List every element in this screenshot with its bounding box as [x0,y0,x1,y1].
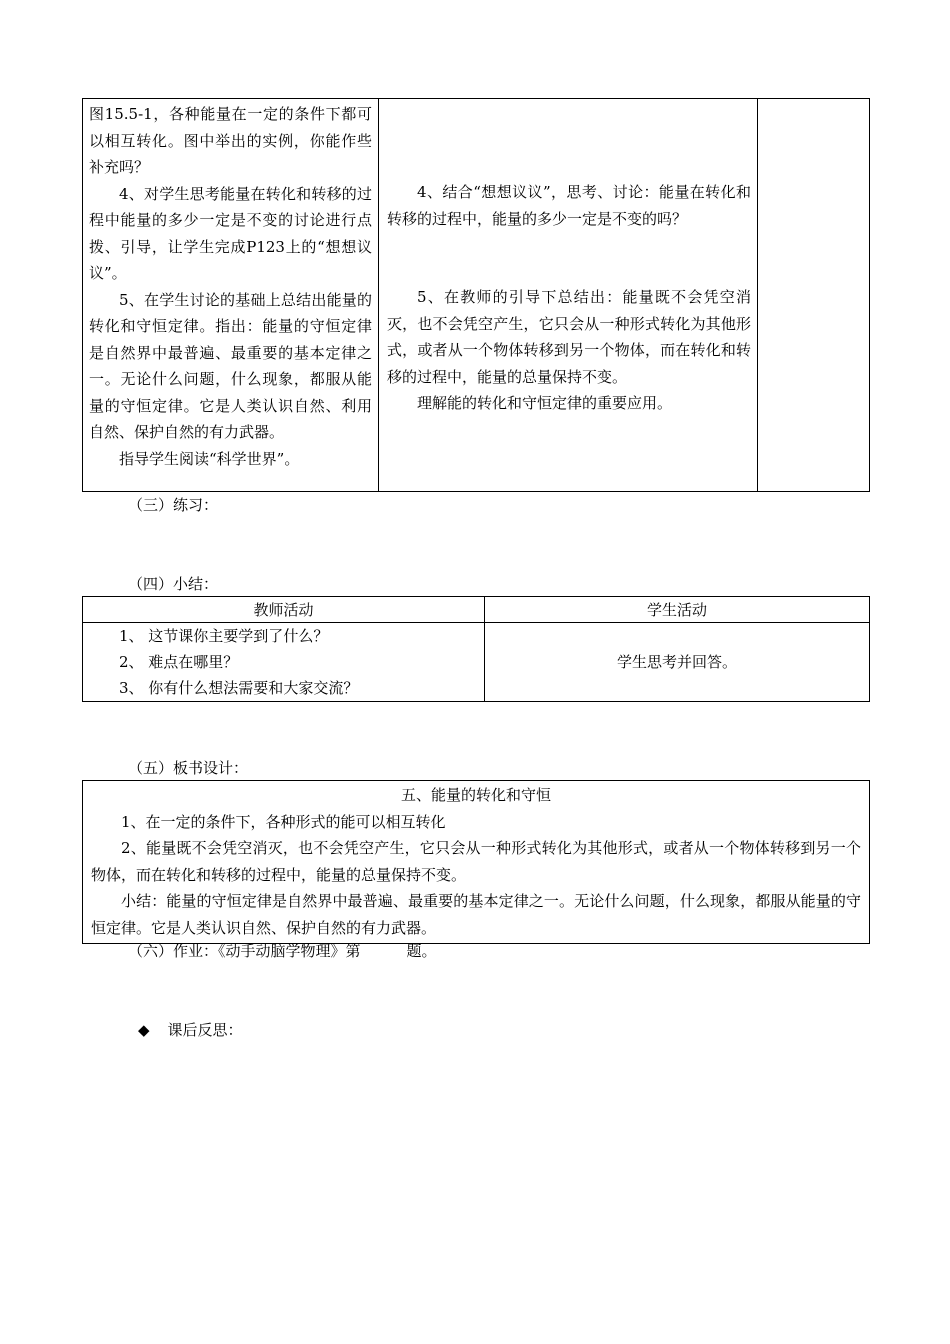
reflection-label: 课后反思： [167,1021,243,1039]
summary-table [82,596,870,702]
summary-student-cell: 学生思考并回答。 [485,623,870,702]
teacher-activity-cell [83,99,379,492]
teacher-step-5: 5、在学生讨论的基础上总结出能量的转化和守恒定律。指出：能量的守恒定律是自然界中最普遍、最重要的基本定律之一。无论什么问题，什么现象，都服从能量的守恒定律。它是人类认识自然、利用自然、保护自然的有力武器。 [89,290,372,441]
board-line-3: 小结：能量的守恒定律是自然界中最普遍、最重要的基本定律之一。无论什么问题，什么现象，都服从能量的守恒定律。它是人类认识自然、保护自然的有力武器。 [91,892,861,937]
homework-suffix: 题。 [406,942,437,960]
board-title: 五、能量的转化和守恒 [400,786,551,804]
student-apply-text: 理解能的转化和守恒定律的重要应用。 [417,394,673,412]
board-design-table [82,780,870,944]
student-activity-cell [379,99,758,492]
summary-header-teacher: 教师活动 [83,597,485,623]
empty-notes-cell [758,99,870,492]
section-practice-label: （三）练习： [128,496,219,514]
summary-question-2: 2、 难点在哪里？ [119,653,239,671]
teaching-process-table [82,98,870,492]
student-step-4: 4、结合“想想议议”，思考、讨论：能量在转化和转移的过程中，能量的多少一定是不变的吗？ [387,183,751,228]
student-step-5: 5、在教师的引导下总结出：能量既不会凭空消灭，也不会凭空产生，它只会从一种形式转化为其他形式，或者从一个物体转移到另一个物体，而在转化和转移的过程中，能量的总量保持不变。 [387,288,751,386]
summary-question-3: 3、 你有什么想法需要和大家交流？ [119,679,359,697]
summary-header-student: 学生活动 [485,597,870,623]
diamond-bullet-icon: ◆ [138,1021,150,1039]
reflection-line [138,1020,243,1040]
teacher-step-4: 4、对学生思考能量在转化和转移的过程中能量的多少一定是不变的讨论进行点拨、引导，让学生完成P123上的“想想议议”。 [89,184,372,282]
teacher-guide-text: 指导学生阅读“科学世界”。 [119,449,300,468]
section-summary-label: （四）小结： [128,575,219,593]
board-line-2: 2、能量既不会凭空消灭，也不会凭空产生，它只会从一种形式转化为其他形式，或者从一个物体转移到另一个物体，而在转化和转移的过程中，能量的总量保持不变。 [91,839,861,884]
board-design-cell [83,781,870,944]
teacher-intro-text: 图15.5-1，各种能量在一定的条件下都可以相互转化。图中举出的实例，你能作些补充吗？ [89,105,372,176]
summary-teacher-cell [83,623,485,702]
homework-line [128,941,437,961]
section-board-label: （五）板书设计： [128,759,249,777]
homework-prefix: （六）作业：《动手动脑学物理》第 [128,942,361,960]
board-line-1: 1、在一定的条件下，各种形式的能可以相互转化 [121,812,446,831]
summary-question-1: 1、 这节课你主要学到了什么？ [119,627,329,645]
